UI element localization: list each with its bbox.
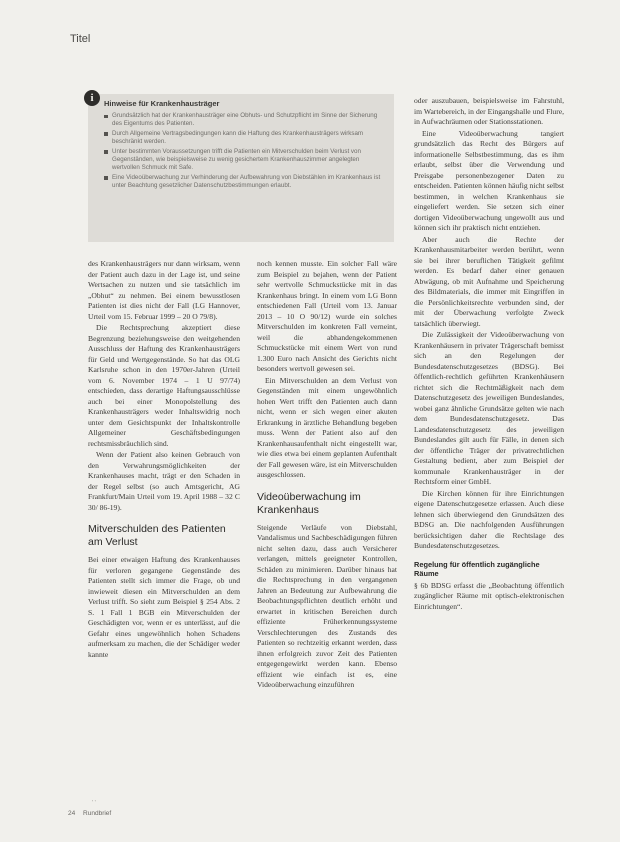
page-number: 24 — [68, 810, 76, 817]
body-paragraph: § 6b BDSG erfasst die „Beobachtung öffentlich zugänglicher Räume mit optisch-elektronischen Einrichtungen“. — [414, 580, 564, 611]
body-paragraph: Die Kirchen können für ihre Einrichtungen eigene Datenschutzgesetze erlassen. Auch diese lehnen sich überwiegend den Grundsätzen des BDSG an. Die nachfolgenden Ausführungen berücksichtigen daher die Rechtslage des Bundesdatenschutzgesetzes. — [414, 488, 564, 550]
section-heading: Videoüberwachung im Krankenhaus — [257, 490, 361, 516]
info-box-item: Grundsätzlich hat der Krankenhausträger eine Obhuts- und Schutzpflicht im Sinne der Sicherung des Eigentums des Patienten. — [104, 112, 386, 129]
page-kicker: Titel — [70, 33, 91, 45]
body-paragraph: Steigende Verläufe von Diebstahl, Vandalismus und Sachbeschädigungen führen nicht selten dazu, dass auch Versicherer verlangen, mittels geeigneter Kontrollen, Schäden zu minimieren. Darüber hinaus hat die Rechtsprechung in den vergangenen Jahren an Bedeutung zur Aufbewahrung die Beobachtungspflichten deutlich erhöht und erwartet in kritischen Bereichen durch effiziente Früherkennungssysteme Verschlechterungen des Zustands des Patienten so rechtzeitig erkannt werden, dass ihnen erfolgreich zuvor Zeit des Patienten entgegengewirkt werden kann. Ebenso effizient wie einfach ist es, eine Videoüberwachung einzuführen — [257, 522, 397, 689]
footer-section-name: Rundbrief — [83, 810, 112, 817]
info-box-item: Durch Allgemeine Vertragsbedingungen kann die Haftung des Krankenhausträgers wirksam beschränkt werden. — [104, 130, 386, 147]
body-paragraph: Bei einer etwaigen Haftung des Krankenhauses für verloren gegangene Gegenstände des Patienten stellt sich immer die Frage, ob und inwieweit diesen ein Mitverschulden an dem Verlust trifft. So sieht zum Beispiel § 254 Abs. 2 S. 1 Fall 1 BGB ein Mitverschulden der Geschädigten vor, wenn er es unterlässt, auf die Gefahr eines ungewöhnlich hohen Schadens aufmerksam zu machen, die der Schädiger weder kannte — [88, 555, 240, 659]
subsection-heading: Regelung für öffentlich zugängliche Räume — [414, 559, 540, 578]
body-paragraph: Die Rechtsprechung akzeptiert diese Begrenzung beziehungsweise den weitgehenden Ausschluss der Haftung des Krankenhausträgers für Geld und Wertgegenstände. So hat das OLG Karlsruhe schon in den 1970er-Jahren (Urteil vom 6. November 1974 – 1 U 97/74) entschieden, dass derartige Haftungsausschlüsse auch bei einer Monopolstellung des Krankenhausträgers weder Inhaltswidrig noch unter dem Gesichtspunkt der Inhaltskontrolle Allgemeiner Geschäftsbedingungen rechtsmissbräuchlich sind. — [88, 323, 240, 448]
section-heading: Mitverschulden des Patienten am Verlust — [88, 523, 226, 548]
info-box-title: Hinweise für Krankenhausträger — [104, 99, 220, 108]
info-box-item: Eine Videoüberwachung zur Verhinderung der Aufbewahrung von Diebstählen im Krankenhaus ist unter Beachtung gesetzlicher Datenschutzbestimmungen erlaubt. — [104, 174, 386, 191]
scan-mark: ' ' — [92, 800, 96, 806]
text-column-1 — [88, 259, 240, 661]
body-paragraph: Aber auch die Rechte der Krankenhausmitarbeiter werden berührt, wenn sie bei ihrer beruflichen Tätigkeit gefilmt werden. Es bedarf daher einer genauen Abwägung, ob mit Aufnahme und Speicherung des Bildmaterials, die immer mit Eingriffen in die Persönlichkeitsrechte verbunden sind, der mit der Überwachung verfolgte Zweck tatsächlich überwiegt. — [414, 234, 564, 328]
info-box-item: Unter bestimmten Voraussetzungen trifft die Patienten ein Mitverschulden beim Verlust von Gegenständen, wie beispielsweise zu wenig gesichertem Krankenhauszimmer angelegten wertvollen Schmuck mit Safe. — [104, 148, 386, 173]
info-box-list — [104, 112, 386, 192]
page-footer — [68, 810, 111, 817]
body-paragraph: des Krankenhausträgers nur dann wirksam, wenn der Patient auch dazu in der Lage ist, und seine Wertsachen zu nutzen und sie tatsächlich im „Obhut“ zu nehmen. Bei einem bewusstlosen Patienten ist dies nicht der Fall (LG Hannover, Urteil vom 15. Februar 1999 – 20 O 79/8). — [88, 259, 240, 321]
info-icon: i — [84, 90, 100, 106]
body-paragraph: oder auszubauen, beispielsweise im Fahrstuhl, im Wartebereich, in der Eingangshalle und Flure, in Aufwachräumen oder Stationsstationen. — [414, 96, 564, 126]
text-column-3 — [414, 96, 564, 613]
body-paragraph: Ein Mitverschulden an dem Verlust von Gegenständen mit einem ungewöhnlich hohen Wert trifft den Patienten auch dann nicht, wenn er sich wegen einer akuten Erkrankung in ärztliche Behandlung begeben muss. Wenn der Patient also auf den Krankenhausaufenthalt nicht eingestellt war, wie dies etwa bei einem geplanten Aufenthalt der Fall gewesen wäre, ist ein Mitverschulden ausgeschlossen. — [257, 375, 397, 479]
body-paragraph: Die Zulässigkeit der Videoüberwachung von Krankenhäusern in privater Trägerschaft bemisst sich an den Regelungen der Bundesdatenschutzgesetzes (BDSG). Bei öffentlich-rechtlich geführten Krankenhäusern richtet sich die Rechtmäßigkeit nach dem Datenschutzgesetz des jeweiligen Bundeslandes, wobei ganz ähnliche Grundsätze gelten wie nach dem Bundesdatenschutzgesetz. Das Landesdatenschutzgesetz des jeweiligen Bundeslandes gilt auch für Fälle, in denen sich der öffentliche Träger der privatrechtlichen Gestaltung bedient, aber zum Beispiel der kommunale Krankenhausträger in der Rechtsform einer GmbH. — [414, 330, 564, 486]
body-paragraph: Wenn der Patient also keinen Gebrauch von den Verwahrungsmöglichkeiten der Krankenhauses macht, trägt er den Schaden in der Regel selbst (so auch Amtsgericht, AG Frankfurt/Main Urteil vom 19. April 1988 – 32 C 30/ 86-19). — [88, 450, 240, 512]
body-paragraph: Eine Videoüberwachung tangiert grundsätzlich das Recht des Bürgers auf informationelle Selbstbestimmung, das es ihm erlaubt, selbst über die Verwendung und Preisgabe personenbezogener Daten zu entscheiden. Patienten können häufig nicht selbst bestimmen, in welchen Krankenhaus sie eingeliefert werden. Sie setzen sich einer dortigen Videoüberwachung ungewollt aus und können sich ihr praktisch nicht entziehen. — [414, 128, 564, 232]
text-column-2 — [257, 259, 397, 692]
body-paragraph: noch kennen musste. Ein solcher Fall wäre zum Beispiel zu bejahen, wenn der Patient sehr wertvolle Schmuckstücke mit in das Krankenhaus bringt. In einem vom LG Bonn entschiedenen Fall (Urteil vom 13. Januar 2013 – 10 O 90/12) wurde ein solches Mitverschulden im konkreten Fall verneint, weil die abhandengekommenen Schmuckstücke mit einem Wert von rund 1.300 Euro nach Ansicht des Gerichts nicht besonders wertvoll gewesen sei. — [257, 259, 397, 373]
